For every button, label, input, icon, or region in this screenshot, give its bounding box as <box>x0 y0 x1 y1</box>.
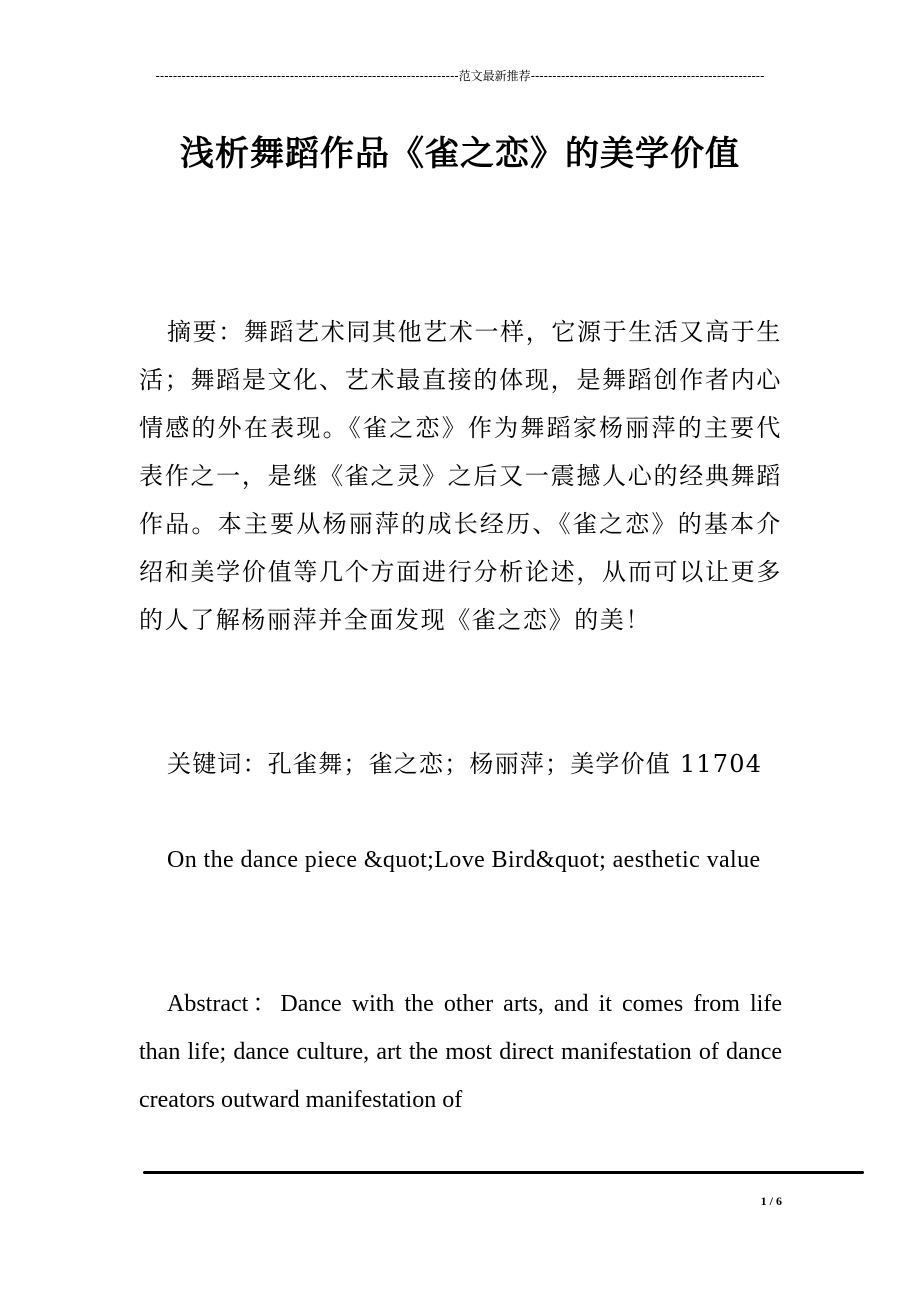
document-title: 浅析舞蹈作品《雀之恋》的美学价值 <box>180 134 740 174</box>
footer-divider <box>143 1171 864 1174</box>
keywords-line: 关键词：孔雀舞；雀之恋；杨丽萍；美学价值 11704 <box>167 750 763 778</box>
chinese-abstract: 摘要：舞蹈艺术同其他艺术一样，它源于生活又高于生活；舞蹈是文化、艺术最直接的体现，是舞蹈创作者内心情感的外在表现。《雀之恋》作为舞蹈家杨丽萍的主要代表作之一，是继《雀之灵》之后又一震撼人心的经典舞蹈作品。本主要从杨丽萍的成长经历、《雀之恋》的基本介绍和美学价值等几个方面进行分析论述，从而可以让更多的人了解杨丽萍并全面发现《雀之恋》的美！ <box>139 318 782 634</box>
english-title: On the dance piece &quot;Love Bird&quot; aesthetic value <box>167 847 761 873</box>
page-number: 1 / 6 <box>760 1194 782 1208</box>
page-header: ----------------------------------------------------------------------范文最新推荐------------------------------------------------------ <box>155 69 765 83</box>
english-abstract: Abstract：Dance with the other arts, and it comes from life than life; dance culture, art the most direct manifestation of dance creators outward manifestation of <box>139 991 782 1113</box>
